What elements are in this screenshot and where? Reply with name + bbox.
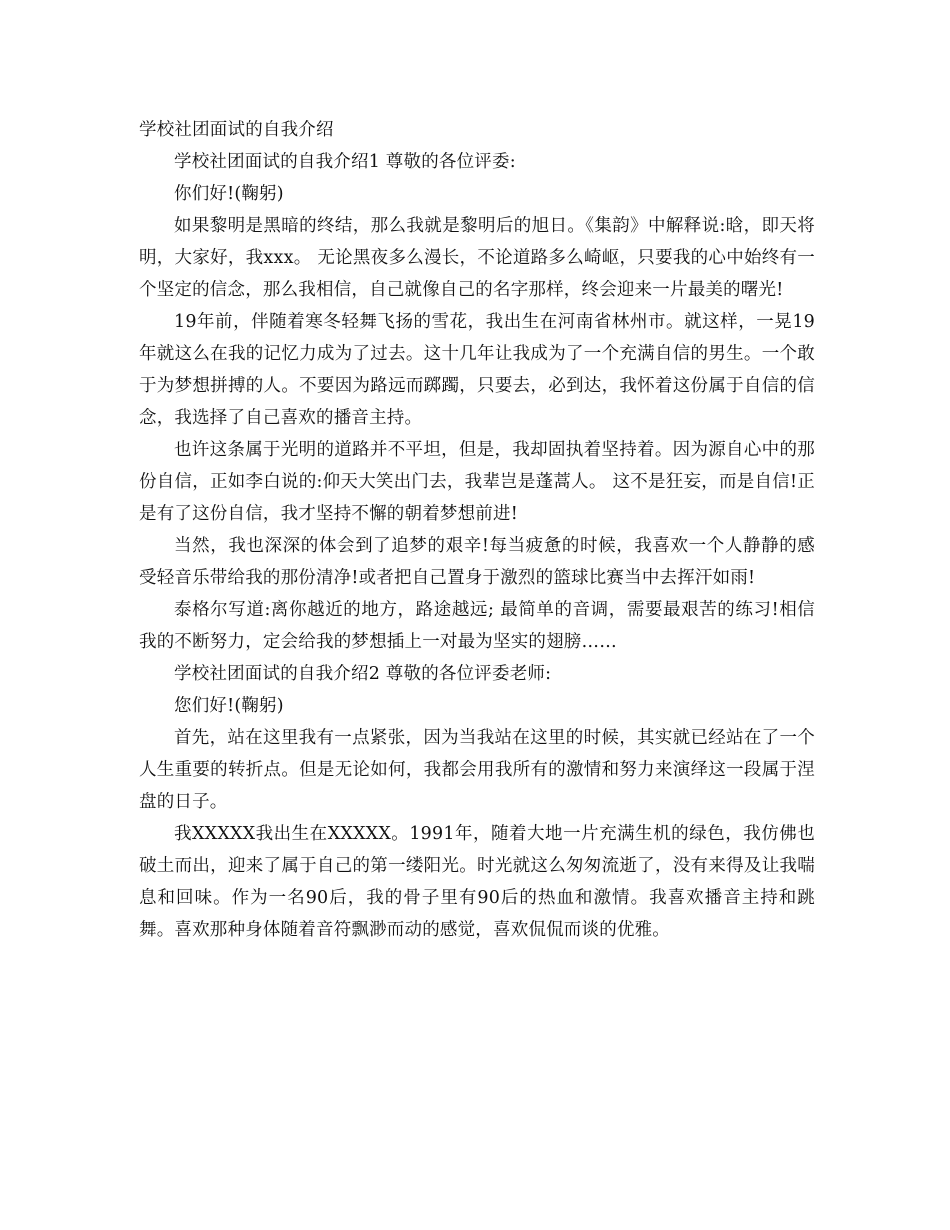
document-body: [139, 114, 815, 946]
paragraph: 您们好!(鞠躬): [174, 696, 284, 716]
paragraph: 如果黎明是黑暗的终结，那么我就是黎明后的旭日。《集韵》中解释说:晗，即天将明，大家好，我xxx。 无论黑夜多么漫长，不论道路多么崎岖，只要我的心中始终有一个坚定的信念，那么我相信，自己就像自己的名字那样，终会迎来一片最美的曙光!: [139, 216, 815, 300]
paragraph: 学校社团面试的自我介绍1 尊敬的各位评委:: [174, 152, 516, 172]
paragraph: 泰格尔写道:离你越近的地方，路途越远; 最简单的音调，需要最艰苦的练习!相信我的不断努力，定会给我的梦想插上一对最为坚实的翅膀……: [139, 600, 815, 652]
paragraph: 我XXXXX我出生在XXXXX。1991年，随着大地一片充满生机的绿色，我仿佛也破土而出，迎来了属于自己的第一缕阳光。时光就这么匆匆流逝了，没有来得及让我喘息和回味。作为一名90后，我的骨子里有90后的热血和激情。我喜欢播音主持和跳舞。喜欢那种身体随着音符飘渺而动的感觉，喜欢侃侃而谈的优雅。: [139, 824, 815, 940]
paragraph: 19年前，伴随着寒冬轻舞飞扬的雪花，我出生在河南省林州市。就这样，一晃19年就这么在我的记忆力成为了过去。这十几年让我成为了一个充满自信的男生。一个敢于为梦想拼搏的人。不要因为路远而踯躅，只要去，必到达，我怀着这份属于自信的信念，我选择了自己喜欢的播音主持。: [139, 312, 815, 428]
paragraph: 首先，站在这里我有一点紧张，因为当我站在这里的时候，其实就已经站在了一个人生重要的转折点。但是无论如何，我都会用我所有的激情和努力来演绎这一段属于涅盘的日子。: [139, 728, 815, 812]
paragraph: 也许这条属于光明的道路并不平坦，但是，我却固执着坚持着。因为源自心中的那份自信，正如李白说的:仰天大笑出门去，我辈岂是蓬蒿人。 这不是狂妄，而是自信!正是有了这份自信，我才坚持不懈的朝着梦想前进!: [139, 440, 815, 524]
paragraph: 学校社团面试的自我介绍2 尊敬的各位评委老师:: [174, 664, 552, 684]
paragraph: 你们好!(鞠躬): [174, 184, 284, 204]
document-title: 学校社团面试的自我介绍: [139, 120, 334, 140]
paragraph: 当然，我也深深的体会到了追梦的艰辛!每当疲惫的时候，我喜欢一个人静静的感受轻音乐带给我的那份清净!或者把自己置身于激烈的篮球比赛当中去挥汗如雨!: [139, 536, 815, 588]
